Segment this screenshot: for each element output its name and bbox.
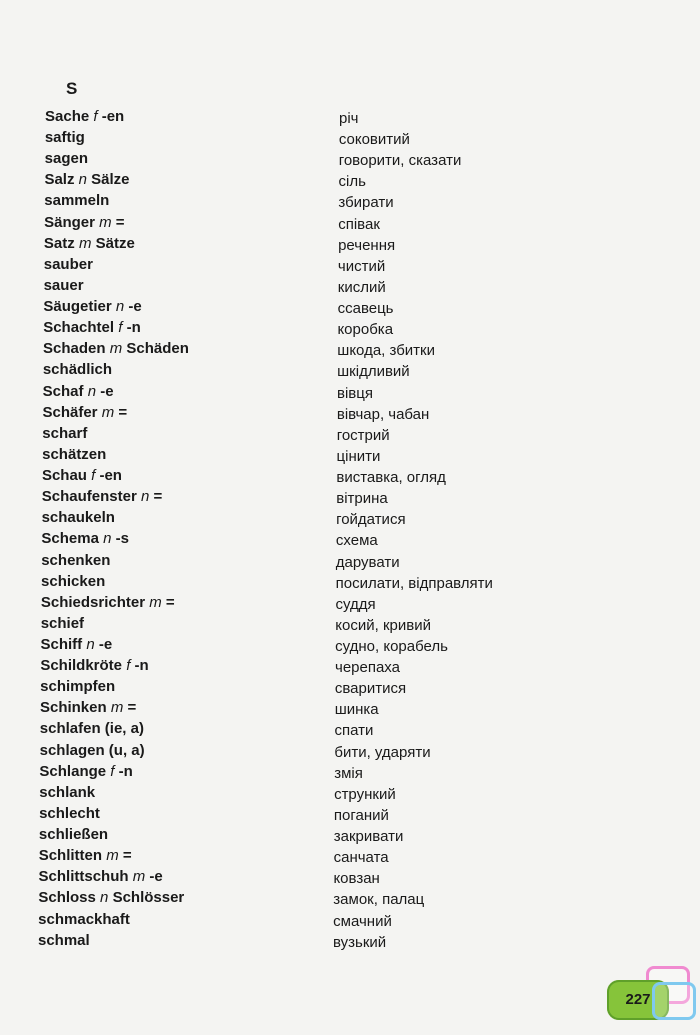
german-headword [39,803,100,824]
plural-form: = [127,699,137,717]
gender-marker: m [110,699,124,717]
plural-form: = [118,403,128,421]
dictionary-entry [0,127,560,148]
ukrainian-translation: цінити [336,447,381,465]
grammar-info [114,319,122,336]
ukrainian-translation: шкода, збитки [337,342,435,360]
german-headword [44,233,135,254]
ukrainian-translation: чистий [337,257,386,275]
german-headword [41,592,175,613]
grammar-info [112,298,125,315]
headword-text: Schachtel [43,319,115,337]
headword-text: scharf [42,424,88,442]
headword-text: Schlittschuh [38,868,129,886]
gender-marker: m [149,593,162,611]
headword-text: schlagen (u, a) [39,741,145,759]
dictionary-entry [0,148,560,169]
gender-marker: n [78,171,87,189]
plural-form: -s [115,530,129,548]
ukrainian-translation: коробка [337,321,394,339]
ukrainian-translation: черепаха [335,659,400,677]
gender-marker: f [91,467,96,485]
decorative-square-blue [652,982,696,1020]
dictionary-entry [0,571,560,592]
headword-text: Schloss [38,889,96,907]
dictionary-entry [0,909,560,930]
headword-text: saftig [44,129,85,147]
plural-form: -e [149,868,163,886]
plural-form: -en [99,467,122,485]
dictionary-entry [0,402,560,423]
plural-form: = [165,593,175,611]
grammar-info [106,763,114,780]
german-headword [40,718,144,739]
headword-text: Sache [45,108,90,125]
gender-marker: f [126,657,131,675]
dictionary-entry [0,359,560,380]
ukrainian-translation: говорити, сказати [338,152,462,170]
grammar-info [95,214,112,231]
ukrainian-translation: судно, корабель [335,638,448,655]
headword-text: schließen [38,826,109,844]
section-letter: S [66,79,78,98]
german-headword [39,824,108,845]
dictionary-entry [0,507,560,528]
page-number: 227 [625,991,651,1008]
german-headword [39,866,163,887]
german-headword [40,676,115,697]
grammar-info [99,530,112,547]
dictionary-entry [0,634,560,655]
ukrainian-translation: замок, палац [333,891,425,909]
gender-marker: m [132,868,146,886]
headword-text: Schiedsrichter [40,593,146,611]
dictionary-entry [0,317,560,338]
german-headword [41,634,113,655]
german-headword [38,909,130,930]
dictionary-entry [0,803,560,824]
headword-text: schicken [41,572,106,590]
ukrainian-translation: кислий [337,278,386,296]
plural-form: Sälze [91,171,130,189]
german-headword [44,275,84,296]
ukrainian-translation: змія [334,764,363,782]
plural-form: = [153,488,163,506]
german-headword [40,697,136,718]
plural-form: -e [128,298,142,316]
headword-text: Schaden [43,340,106,358]
dictionary-entry [0,613,560,634]
dictionary-entry [0,212,560,233]
plural-form: -e [98,636,113,653]
german-headword [45,106,124,127]
headword-text: schmackhaft [38,910,130,928]
ukrainian-translation: ковзан [333,870,380,888]
headword-text: sauber [43,255,93,273]
german-headword [42,444,106,465]
headword-text: Säugetier [43,298,112,316]
plural-form: -e [100,382,114,400]
ukrainian-translation: суддя [335,595,376,613]
headword-text: Schaf [42,382,84,400]
ukrainian-translation: соковитий [338,131,410,149]
headword-text: Schlange [39,762,107,780]
ukrainian-translation: виставка, огляд [336,469,446,487]
plural-form: -n [134,657,149,675]
ukrainian-translation: дарувати [335,553,400,571]
gender-marker: f [118,319,123,337]
headword-text: Schau [41,467,87,485]
headword-text: sammeln [44,192,110,210]
german-headword [43,338,189,359]
headword-text: Schildkröte [40,657,123,675]
dictionary-entry [0,824,560,845]
ukrainian-translation: ссавець [337,300,394,318]
dictionary-entry [0,550,560,571]
dictionary-entry [0,423,560,444]
gender-marker: n [103,530,112,548]
ukrainian-translation: посилати, відправляти [335,574,493,592]
german-headword [39,782,95,803]
ukrainian-translation: шинка [334,701,379,719]
grammar-info [82,636,95,653]
dictionary-entry [0,845,560,866]
headword-text: sauer [43,276,84,294]
ukrainian-translation: сіль [338,173,366,191]
ukrainian-translation: річ [339,110,359,127]
german-headword [40,740,145,761]
dictionary-entry [0,106,560,127]
dictionary-entry [0,676,560,697]
ukrainian-translation: вітрина [336,490,388,508]
gender-marker: n [87,382,97,400]
german-headword [45,127,85,148]
grammar-info [106,340,123,357]
gender-marker: n [115,298,125,316]
ukrainian-translation: речення [338,236,396,254]
gender-marker: m [78,234,92,252]
ukrainian-translation: гойдатися [336,511,406,529]
gender-marker: n [86,636,95,653]
plural-form: Schlösser [112,889,185,907]
ukrainian-translation: гострий [336,426,390,444]
headword-text: schaukeln [41,509,115,527]
plural-form: Schäden [126,340,189,358]
gender-marker: f [93,108,98,125]
grammar-info [89,108,97,125]
headword-text: Schinken [39,699,107,717]
dictionary-entry [0,528,560,549]
german-headword [39,845,132,866]
ukrainian-translation: закривати [333,828,404,846]
gender-marker: f [110,762,115,780]
german-headword [38,930,90,951]
dictionary-entry [0,169,560,190]
grammar-info [98,404,115,421]
ukrainian-translation: схема [335,532,378,550]
ukrainian-translation: санчата [333,849,389,867]
ukrainian-translation: сваритися [334,680,407,698]
german-headword [44,212,124,233]
ukrainian-translation: вузький [333,933,387,951]
headword-text: Schaufenster [41,488,137,506]
german-headword [41,613,84,634]
ukrainian-translation: спати [334,722,374,740]
german-headword [40,655,148,676]
gender-marker: m [99,213,112,231]
headword-text: schädlich [42,361,113,379]
headword-text: Satz [43,234,75,252]
ukrainian-translation: співак [338,215,380,233]
grammar-info [145,594,162,611]
grammar-info [74,171,87,188]
german-headword [44,169,129,190]
headword-text: Salz [44,171,75,189]
grammar-info [137,488,150,505]
headword-text: Schäfer [42,403,98,421]
plural-form: = [122,847,132,865]
dictionary-entry [0,444,560,465]
german-headword [39,761,132,782]
german-headword [43,381,114,402]
headword-text: schmal [38,931,90,949]
dictionary-entry [0,275,560,296]
dictionary-entry [0,887,560,908]
dictionary-entry [0,592,560,613]
dictionary-entry [0,190,560,211]
dictionary-entry [0,697,560,718]
gender-marker: n [100,889,109,907]
headword-text: schätzen [42,445,107,463]
grammar-info [102,847,119,864]
ukrainian-translation: поганий [333,806,389,824]
german-headword [43,296,141,317]
ukrainian-translation: бити, ударяти [334,743,431,761]
gender-marker: n [140,488,150,506]
headword-text: schlafen (ie, a) [39,720,144,738]
dictionary-entry [0,296,560,317]
german-headword [43,317,141,338]
german-headword [45,148,88,169]
german-headword [41,528,129,549]
plural-form: -n [126,319,141,337]
ukrainian-translation: шкідливий [337,363,410,381]
headword-text: schimpfen [40,678,116,696]
headword-text: schief [40,614,85,632]
headword-text: sagen [44,150,88,168]
german-headword [42,402,127,423]
dictionary-entry [0,782,560,803]
german-headword [42,507,115,528]
grammar-info [96,889,109,906]
ukrainian-translation: збирати [338,194,394,212]
grammar-info [87,467,95,484]
ukrainian-translation: вівчар, чабан [336,405,430,423]
ukrainian-translation: косий, кривий [335,616,431,634]
gender-marker: m [101,403,115,421]
grammar-info [129,868,146,885]
german-headword [42,423,87,444]
dictionary-entry [0,655,560,676]
headword-text: Schlitten [38,847,103,865]
grammar-info [75,235,92,252]
dictionary-entry [0,381,560,402]
german-headword [43,359,112,380]
headword-text: schlank [39,783,96,801]
ukrainian-translation: смачний [333,912,392,930]
german-headword [44,254,93,275]
plural-form: -en [101,108,125,125]
dictionary-entry [0,866,560,887]
dictionary-entry [0,254,560,275]
headword-text: schenken [41,551,111,569]
ukrainian-translation: стрункий [334,785,396,803]
plural-form: = [115,213,125,231]
ukrainian-translation: вівця [337,384,373,402]
headword-text: schlecht [39,804,100,822]
dictionary-entry [0,740,560,761]
dictionary-entry [0,338,560,359]
dictionary-entry [0,718,560,739]
dictionary-entry [0,465,560,486]
headword-text: Schiff [40,636,83,653]
german-headword [41,550,110,571]
german-headword [42,486,163,507]
grammar-info [84,383,97,400]
german-headword [42,465,122,486]
german-headword [38,887,184,908]
plural-form: Sätze [95,234,135,252]
headword-text: Schema [41,530,99,548]
grammar-info [122,657,130,674]
plural-form: -n [118,762,133,780]
gender-marker: m [106,847,119,865]
headword-text: Sänger [44,213,95,231]
dictionary-entry [0,233,560,254]
german-headword [44,190,109,211]
german-headword [41,571,105,592]
grammar-info [107,699,124,716]
gender-marker: m [109,340,123,358]
dictionary-entry [0,930,560,951]
dictionary-entry [0,761,560,782]
dictionary-entry [0,486,560,507]
